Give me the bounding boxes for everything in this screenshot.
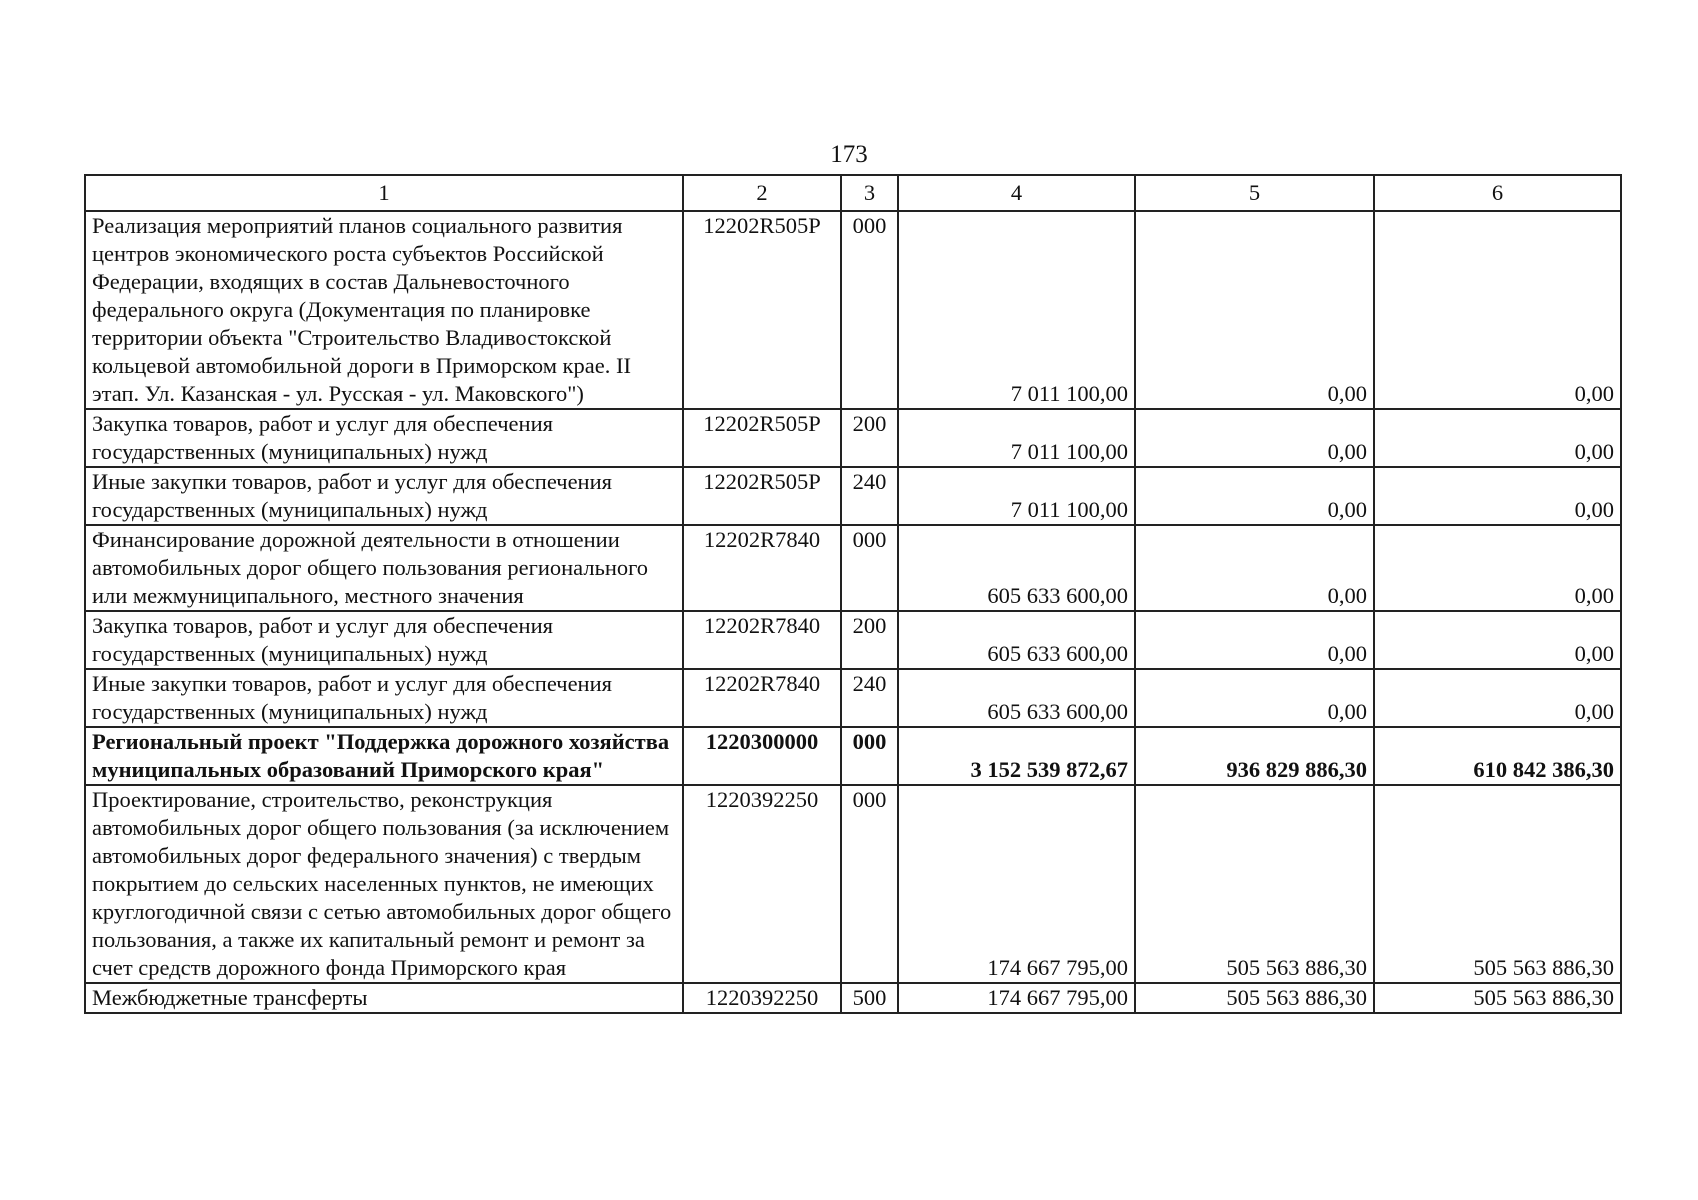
amount-column-4: 7 011 100,00 bbox=[898, 409, 1135, 467]
amount-column-6: 0,00 bbox=[1374, 525, 1621, 611]
amount-column-4: 605 633 600,00 bbox=[898, 669, 1135, 727]
expense-type-code: 240 bbox=[841, 669, 898, 727]
target-article-code: 12202R7840 bbox=[683, 525, 841, 611]
amount-column-5: 0,00 bbox=[1135, 467, 1374, 525]
table-row bbox=[85, 409, 1621, 467]
table-row bbox=[85, 983, 1621, 1013]
row-name: Региональный проект "Поддержка дорожного хозяйства муниципальных образований Приморского края" bbox=[85, 727, 683, 785]
row-name: Закупка товаров, работ и услуг для обеспечения государственных (муниципальных) нужд bbox=[85, 409, 683, 467]
expense-type-code: 000 bbox=[841, 525, 898, 611]
table-row bbox=[85, 727, 1621, 785]
row-name: Финансирование дорожной деятельности в отношении автомобильных дорог общего пользования регионального или межмуниципального, местного значения bbox=[85, 525, 683, 611]
target-article-code: 12202R505P bbox=[683, 467, 841, 525]
target-article-code: 12202R505P bbox=[683, 211, 841, 409]
page-number: 173 bbox=[830, 141, 868, 168]
column-header-3: 3 bbox=[841, 175, 898, 211]
target-article-code: 1220392250 bbox=[683, 785, 841, 983]
target-article-code: 12202R7840 bbox=[683, 611, 841, 669]
amount-column-5: 505 563 886,30 bbox=[1135, 983, 1374, 1013]
column-header-1: 1 bbox=[85, 175, 683, 211]
amount-column-6: 0,00 bbox=[1374, 669, 1621, 727]
amount-column-4: 7 011 100,00 bbox=[898, 467, 1135, 525]
amount-column-6: 0,00 bbox=[1374, 409, 1621, 467]
table-row bbox=[85, 525, 1621, 611]
amount-column-6: 610 842 386,30 bbox=[1374, 727, 1621, 785]
row-name: Закупка товаров, работ и услуг для обеспечения государственных (муниципальных) нужд bbox=[85, 611, 683, 669]
row-name: Межбюджетные трансферты bbox=[85, 983, 683, 1013]
amount-column-5: 0,00 bbox=[1135, 409, 1374, 467]
column-header-4: 4 bbox=[898, 175, 1135, 211]
target-article-code: 12202R7840 bbox=[683, 669, 841, 727]
column-header-5: 5 bbox=[1135, 175, 1374, 211]
row-name: Проектирование, строительство, реконструкция автомобильных дорог общего пользования (за исключением автомобильных дорог федерального значения) с твердым покрытием до сельских населенных пунктов, не имеющих круглогодичной связи с сетью автомобильных дорог общего пользования, а также их капитальный ремонт и ремонт за счет средств дорожного фонда Приморского края bbox=[85, 785, 683, 983]
column-header-2: 2 bbox=[683, 175, 841, 211]
table-row bbox=[85, 611, 1621, 669]
amount-column-4: 174 667 795,00 bbox=[898, 785, 1135, 983]
table-header bbox=[85, 175, 1621, 211]
amount-column-5: 0,00 bbox=[1135, 211, 1374, 409]
expense-type-code: 200 bbox=[841, 409, 898, 467]
budget-table bbox=[84, 174, 1622, 1014]
expense-type-code: 200 bbox=[841, 611, 898, 669]
amount-column-5: 0,00 bbox=[1135, 525, 1374, 611]
amount-column-4: 3 152 539 872,67 bbox=[898, 727, 1135, 785]
amount-column-4: 174 667 795,00 bbox=[898, 983, 1135, 1013]
amount-column-4: 7 011 100,00 bbox=[898, 211, 1135, 409]
amount-column-6: 0,00 bbox=[1374, 467, 1621, 525]
expense-type-code: 500 bbox=[841, 983, 898, 1013]
row-name: Иные закупки товаров, работ и услуг для обеспечения государственных (муниципальных) нужд bbox=[85, 669, 683, 727]
table-body bbox=[85, 211, 1621, 1013]
target-article-code: 1220300000 bbox=[683, 727, 841, 785]
column-header-6: 6 bbox=[1374, 175, 1621, 211]
amount-column-5: 0,00 bbox=[1135, 611, 1374, 669]
expense-type-code: 240 bbox=[841, 467, 898, 525]
amount-column-5: 936 829 886,30 bbox=[1135, 727, 1374, 785]
row-name: Иные закупки товаров, работ и услуг для обеспечения государственных (муниципальных) нужд bbox=[85, 467, 683, 525]
amount-column-6: 0,00 bbox=[1374, 611, 1621, 669]
amount-column-6: 505 563 886,30 bbox=[1374, 785, 1621, 983]
table-row bbox=[85, 785, 1621, 983]
amount-column-5: 505 563 886,30 bbox=[1135, 785, 1374, 983]
table-row bbox=[85, 467, 1621, 525]
amount-column-4: 605 633 600,00 bbox=[898, 611, 1135, 669]
expense-type-code: 000 bbox=[841, 785, 898, 983]
expense-type-code: 000 bbox=[841, 211, 898, 409]
expense-type-code: 000 bbox=[841, 727, 898, 785]
row-name: Реализация мероприятий планов социального развития центров экономического роста субъектов Российской Федерации, входящих в состав Дальневосточного федерального округа (Документация по планировке территории объекта "Строительство Владивостокской кольцевой автомобильной дороги в Приморском крае. II этап. Ул. Казанская - ул. Русская - ул. Маковского") bbox=[85, 211, 683, 409]
amount-column-6: 505 563 886,30 bbox=[1374, 983, 1621, 1013]
target-article-code: 1220392250 bbox=[683, 983, 841, 1013]
amount-column-6: 0,00 bbox=[1374, 211, 1621, 409]
table-row bbox=[85, 669, 1621, 727]
table-row bbox=[85, 211, 1621, 409]
amount-column-4: 605 633 600,00 bbox=[898, 525, 1135, 611]
target-article-code: 12202R505P bbox=[683, 409, 841, 467]
amount-column-5: 0,00 bbox=[1135, 669, 1374, 727]
header-row bbox=[85, 175, 1621, 211]
